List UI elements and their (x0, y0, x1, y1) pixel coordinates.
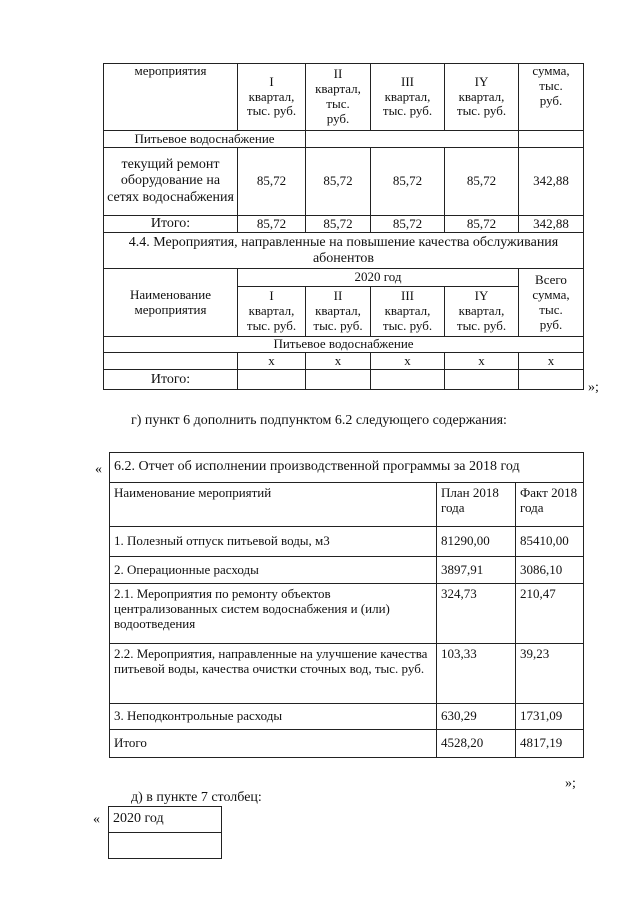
row-name: 2.1. Мероприятия по ремонту объектов централизованных систем водоснабжения и (или) водоотведения (110, 584, 437, 644)
header-q2: II квартал, тыс. руб. (306, 64, 371, 131)
header-q3: III квартал, тыс. руб. (371, 64, 445, 131)
col-name-header: Наименование мероприятий (110, 483, 437, 527)
paragraph-d: д) в пункте 7 столбец: (131, 790, 262, 805)
row-name: 3. Неподконтрольные расходы (110, 704, 437, 730)
total-label: Итого: (104, 216, 238, 233)
section-row (104, 337, 584, 353)
row-fact: 1731,09 (516, 704, 584, 730)
header2-year: 2020 год (238, 269, 519, 287)
column-cell (109, 833, 222, 859)
row-name: 2.2. Мероприятия, направленные на улучшение качества питьевой воды, качества очистки сточных вод, тыс. руб. (110, 644, 437, 704)
table-row (104, 353, 584, 370)
header2-q4: IY квартал, тыс. руб. (445, 287, 519, 337)
header2-name: Наименование мероприятия (104, 269, 238, 337)
row-fact: 210,47 (516, 584, 584, 644)
row-plan: 81290,00 (437, 527, 516, 557)
report-title: 6.2. Отчет об исполнении производственной программы за 2018 год (110, 453, 584, 483)
report-table (109, 452, 584, 758)
header2-q2: II квартал, тыс. руб. (306, 287, 371, 337)
closing-quote: »; (588, 380, 599, 395)
section-title: Питьевое водоснабжение (104, 131, 306, 148)
paragraph-g: г) пункт 6 дополнить подпунктом 6.2 следующего содержания: (131, 413, 507, 428)
table-row (109, 807, 222, 833)
total-q4: 85,72 (445, 216, 519, 233)
total-row (104, 370, 584, 390)
column-table (108, 806, 222, 859)
total-row (110, 730, 584, 758)
row2-q4: х (445, 353, 519, 370)
col-fact-header: Факт 2018 года (516, 483, 584, 527)
row-plan: 324,73 (437, 584, 516, 644)
row2-sum: х (519, 353, 584, 370)
row-plan: 103,33 (437, 644, 516, 704)
header-name: мероприятия (104, 64, 238, 131)
row-plan: 4528,20 (437, 730, 516, 758)
row-fact: 4817,19 (516, 730, 584, 758)
quarterly-table (103, 63, 584, 390)
table-row (110, 704, 584, 730)
closing-quote: »; (565, 776, 576, 791)
row-q4: 85,72 (445, 148, 519, 216)
row2-q2: х (306, 353, 371, 370)
section-title: Питьевое водоснабжение (104, 337, 584, 353)
table-row (110, 527, 584, 557)
row-plan: 630,29 (437, 704, 516, 730)
total-q1: 85,72 (238, 216, 306, 233)
table-row (110, 584, 584, 644)
row-sum: 342,88 (519, 148, 584, 216)
row-name: 1. Полезный отпуск питьевой воды, м3 (110, 527, 437, 557)
header2-q3: III квартал, тыс. руб. (371, 287, 445, 337)
row2-q3: х (371, 353, 445, 370)
heading-row (104, 233, 584, 269)
row-q2: 85,72 (306, 148, 371, 216)
total-q3: 85,72 (371, 216, 445, 233)
row-name: Итого (110, 730, 437, 758)
section-row (104, 131, 584, 148)
row-q3: 85,72 (371, 148, 445, 216)
row-q1: 85,72 (238, 148, 306, 216)
row-fact: 39,23 (516, 644, 584, 704)
total-sum: 342,88 (519, 216, 584, 233)
year-row (104, 269, 584, 287)
table-header-row (104, 64, 584, 131)
row-fact: 3086,10 (516, 557, 584, 584)
row-plan: 3897,91 (437, 557, 516, 584)
table-title-row (110, 453, 584, 483)
table-row (104, 148, 584, 216)
section-heading-4-4: 4.4. Мероприятия, направленные на повышение качества обслуживания абонентов (104, 233, 584, 269)
header-sum: сумма, тыс. руб. (519, 64, 584, 131)
row-fact: 85410,00 (516, 527, 584, 557)
col-plan-header: План 2018 года (437, 483, 516, 527)
row-name: 2. Операционные расходы (110, 557, 437, 584)
table-row (110, 557, 584, 584)
column-header: 2020 год (109, 807, 222, 833)
header-q4: IY квартал, тыс. руб. (445, 64, 519, 131)
row2-q1: х (238, 353, 306, 370)
total-q2: 85,72 (306, 216, 371, 233)
total-row (104, 216, 584, 233)
opening-quote: « (93, 812, 100, 827)
header-q1: I квартал, тыс. руб. (238, 64, 306, 131)
header2-q1: I квартал, тыс. руб. (238, 287, 306, 337)
total2-label: Итого: (104, 370, 238, 390)
table-row (110, 644, 584, 704)
table-row (109, 833, 222, 859)
header2-sum: Всего сумма, тыс. руб. (519, 269, 584, 337)
row-name: текущий ремонт оборудование на сетях водоснабжения (104, 148, 238, 216)
opening-quote: « (95, 462, 102, 477)
table-header-row (110, 483, 584, 527)
